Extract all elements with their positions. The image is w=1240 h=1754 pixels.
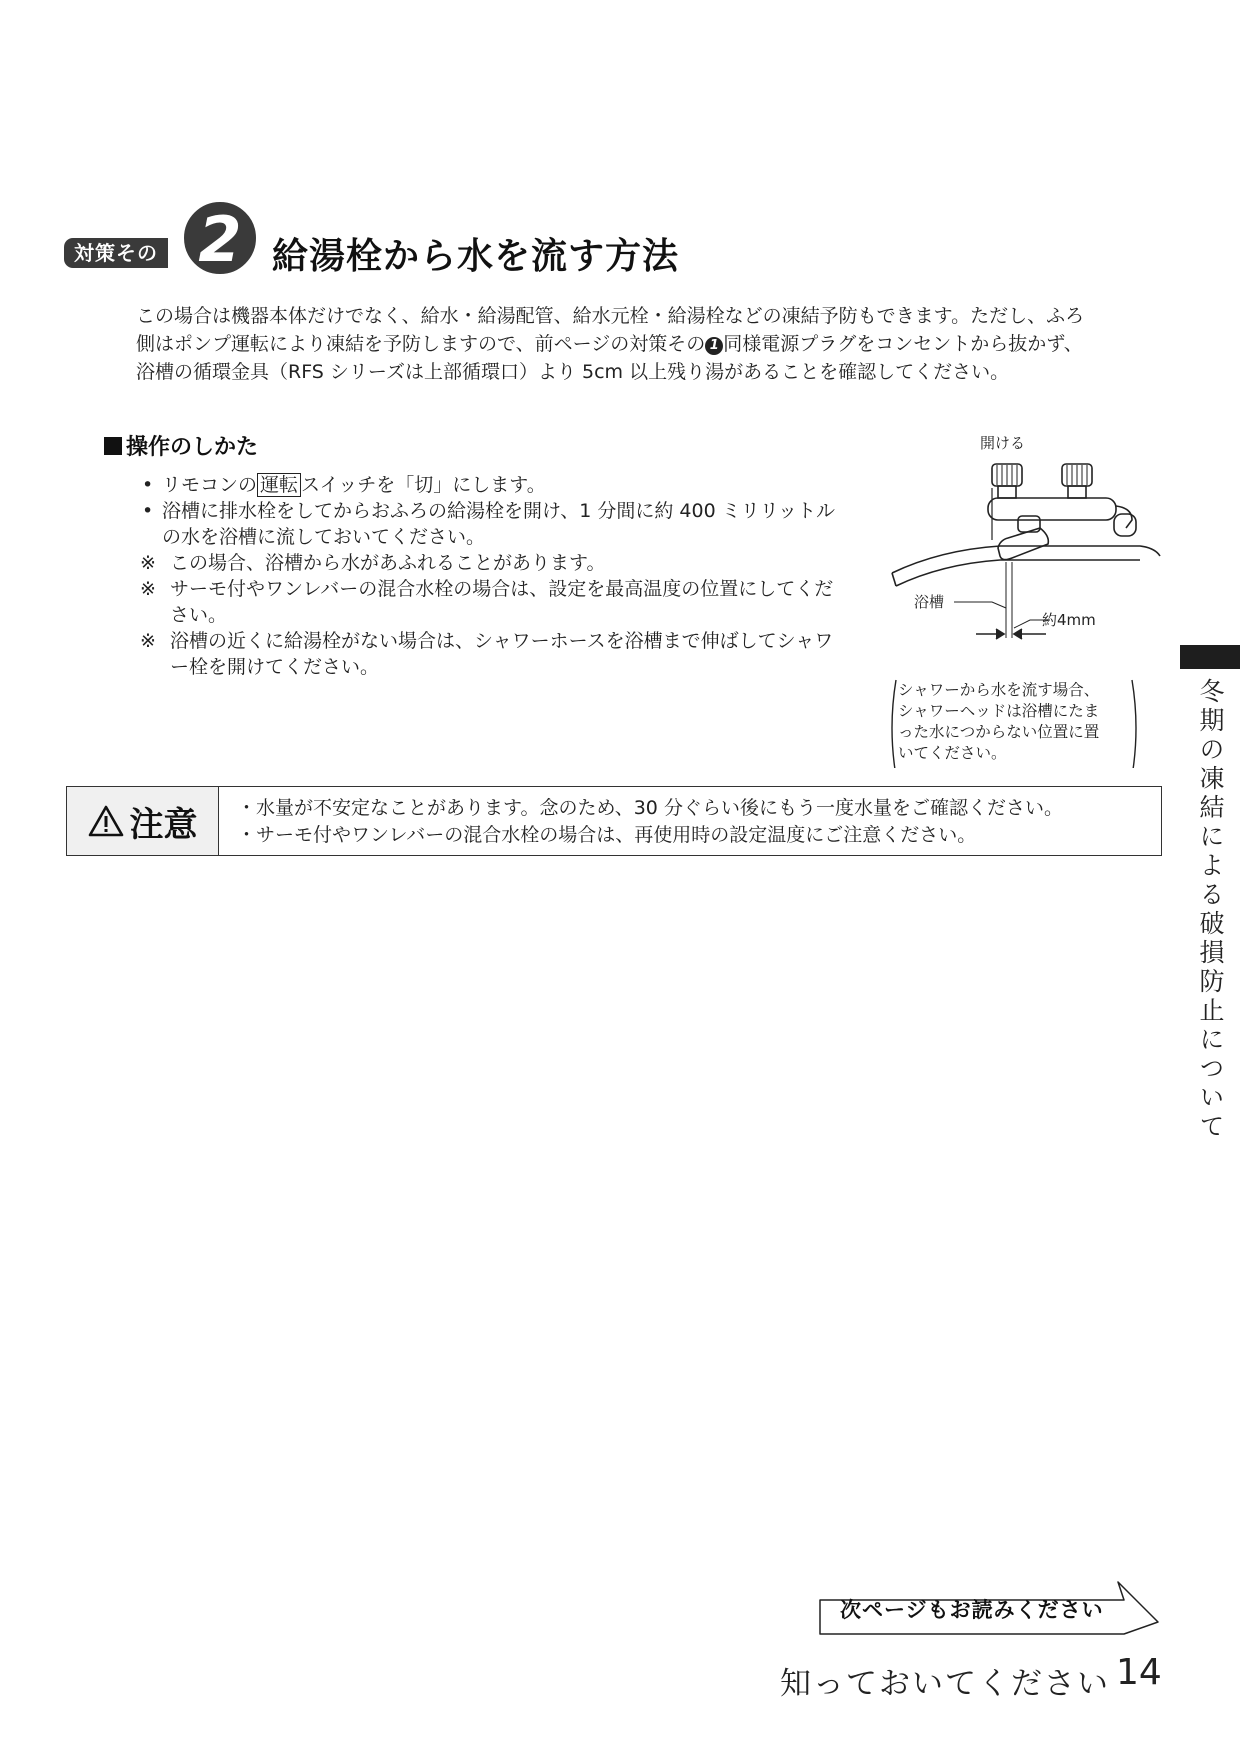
step-item: • リモコンの 運転 スイッチを「切」にします。 [142,474,546,496]
switch-key-label: 運転 [257,473,301,497]
next-page-text: 次ページもお読みください [840,1598,1104,1622]
intro-line-2-text-b: 同様電源プラグをコンセントから抜かず、 [723,333,1083,355]
note-item: ※ この場合、浴槽から水があふれることがあります。 [140,552,606,574]
warning-triangle-icon [88,805,124,837]
section-badge [64,198,264,280]
caution-items [237,795,1063,849]
caution-label [67,787,219,855]
badge-number: 2 [180,198,260,278]
section-title: 給湯栓から水を流す方法 [272,236,680,277]
step-number-circle: 1 [705,337,723,355]
step1-text-post: スイッチを「切」にします。 [301,474,546,496]
intro-line-3: 浴槽の循環金具（RFS シリーズは上部循環口）より 5cm 以上残り湯があることを確認してください。 [136,361,1010,383]
step-item: • 浴槽に排水栓をしてからおふろの給湯栓を開け、1 分間に約 400 ミリリットルの水を浴槽に流しておいてください。 [142,500,835,548]
side-tab-marker [1180,645,1240,669]
badge-label: 対策その [64,238,168,268]
note-item: ※ 浴槽の近くに給湯栓がない場合は、シャワーホースを浴槽まで伸ばしてシャワー栓を開けてください。 [140,630,834,678]
page-number: 14 [1116,1652,1162,1693]
open-label: 開ける [980,434,1026,452]
operation-heading-text: 操作のしかた [126,435,259,460]
side-tab-label: 冬期の凍結による破損防止について [1196,678,1225,1142]
caution-label-text: 注意 [129,804,198,845]
note2-text: サーモ付やワンレバーの混合水栓の場合は、設定を最高温度の位置にしてください。 [170,578,834,626]
step1-text-pre: リモコンの [162,474,258,496]
note1-text: この場合、浴槽から水があふれることがあります。 [170,552,606,574]
caution-item: ・水量が不安定なことがあります。念のため、30 分ぐらい後にもう一度水量をご確認ください。 [237,797,1063,819]
operation-heading [104,430,258,461]
step2-text: 浴槽に排水栓をしてからおふろの給湯栓を開け、1 分間に約 400 ミリリットルの水を浴槽に流しておいてください。 [162,500,835,548]
caution-box [66,786,1162,856]
faucet-illustration [880,428,1180,768]
next-page-arrow [818,1580,1160,1636]
width-label: 約4mm [1042,611,1096,629]
figure-caption: シャワーから水を流す場合、シャワーヘッドは浴槽にたまった水につからない位置に置いてください。 [898,681,1100,762]
operation-steps [142,472,852,680]
intro-line-1: この場合は機器本体だけでなく、給水・給湯配管、給水元栓・給湯栓などの凍結予防もできます。ただし、ふろ [136,305,1085,327]
note3-text: 浴槽の近くに給湯栓がない場合は、シャワーホースを浴槽まで伸ばしてシャワー栓を開けてください。 [170,630,834,678]
note-item: ※ サーモ付やワンレバーの混合水栓の場合は、設定を最高温度の位置にしてください。 [140,578,834,626]
caution-item: ・サーモ付やワンレバーの混合水栓の場合は、再使用時の設定温度にご注意ください。 [237,824,977,846]
tub-label: 浴槽 [914,593,945,611]
intro-paragraph [136,302,1166,386]
square-bullet-icon [104,437,122,455]
intro-line-2-text-a: 側はポンプ運転により凍結を予防しますので、前ページの対策その [136,333,706,355]
intro-line-2 [136,330,1166,358]
footer-section-label: 知っておいてください [780,1666,1110,1702]
